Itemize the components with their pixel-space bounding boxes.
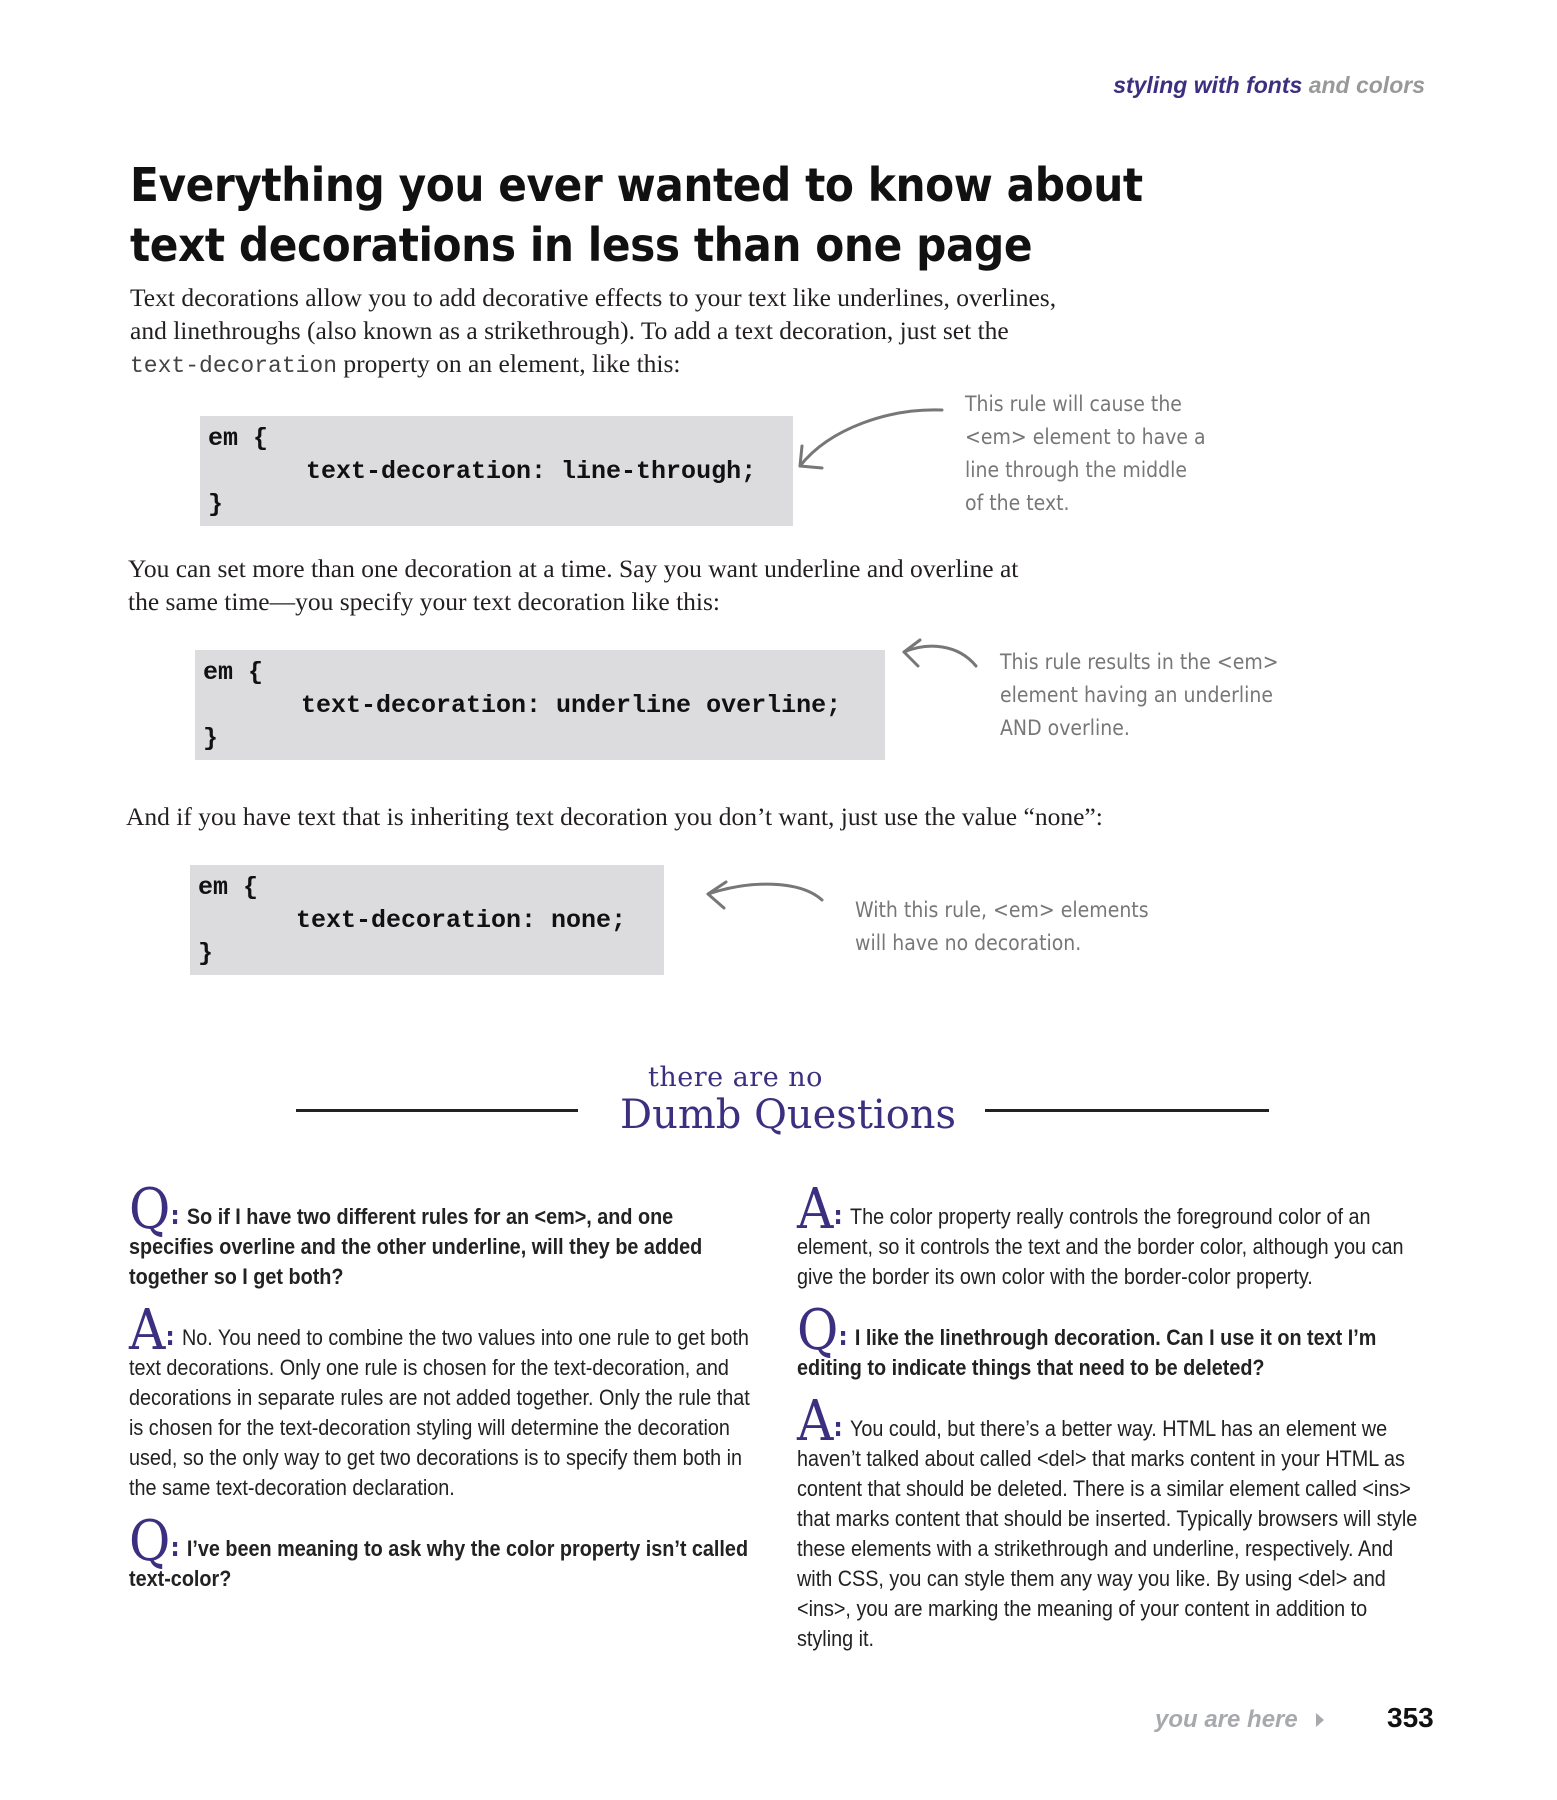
qa-item: A: No. You need to combine the two values into one rule to get both text decorations. Only one rule is chosen for the text-decoration, and decorations in separate rules are not added together. Only the rule that is chosen for the text-decoration styling will determine the decoration used, so the only way to get two decorations is to specify them both in the same text-decoration declaration. (129, 1298, 750, 1500)
qa-item: A: You could, but there’s a better way. HTML has an element we haven’t talked about called <del> that marks content in your HTML as content that should be deleted. There is a similar element called <ins> that marks content that should be inserted. Typically browsers will style these elements with a strikethrough and underline, respectively. And with CSS, you can style them any way you like. By using <del> and <ins>, you are marking the meaning of your content in addition to styling it. (797, 1389, 1418, 1651)
annotation-note-1 (965, 388, 1206, 520)
q-letter: Q (129, 1177, 171, 1242)
page-title (130, 155, 1143, 275)
para3-line-1: And if you have text that is inheriting text decoration you don’t want, just use the value “none”: (126, 802, 1103, 831)
qa-text: You could, but there’s a better way. HTML has an element we haven’t talked about called <del> that marks content in your HTML as content that should be deleted. There is a similar element called <ins> that marks content that should be inserted. Typically browsers will style these elements with a strikethrough and underline, respectively. And with CSS, you can style them any way you like. By using <del> and <ins>, you are marking the meaning of your content in addition to styling it. (797, 1416, 1418, 1651)
code-block-underline-overline (195, 650, 885, 760)
paragraph-multiple-decorations (128, 552, 1018, 618)
note1-line-3: line through the middle (965, 458, 1187, 482)
code-open: em { (203, 658, 264, 687)
qa-column-right (797, 1177, 1427, 1670)
dumb-questions-banner (600, 1062, 960, 1142)
code-close: } (208, 490, 224, 519)
para2-line-2: the same time—you specify your text decoration like this: (128, 587, 721, 616)
title-line-1: Everything you ever wanted to know about (130, 158, 1143, 212)
qa-text: The color property really controls the foreground color of an element, so it controls the text and the border color, although you can give the border its own color with the border-color property. (797, 1204, 1404, 1289)
you-are-here-label: you are here (1155, 1706, 1298, 1733)
note3-line-2: will have no decoration. (855, 931, 1082, 955)
q-letter: Q (129, 1509, 171, 1574)
note1-line-4: of the text. (965, 491, 1070, 515)
code-open: em { (208, 424, 269, 453)
intro-line-3-text: property on an element, like this: (337, 349, 681, 378)
title-line-2: text decorations in less than one page (130, 218, 1033, 272)
a-letter: A (797, 1389, 834, 1454)
note2-line-1: This rule results in the <em> (1000, 650, 1279, 674)
annotation-note-2 (1000, 646, 1279, 745)
qa-text: I like the linethrough decoration. Can I use it on text I’m editing to indicate things that need to be deleted? (797, 1325, 1377, 1380)
code-close: } (198, 939, 214, 968)
qa-text: So if I have two different rules for an <em>, and one specifies overline and the other underline, will they be added together so I get both? (129, 1204, 703, 1289)
a-letter: A (129, 1298, 166, 1363)
intro-line-3 (130, 347, 1056, 383)
annotation-arrow-3 (700, 872, 830, 922)
page-number: 353 (1387, 1702, 1434, 1733)
dumb-questions-small: there are no (648, 1062, 823, 1093)
qa-column-left (129, 1177, 759, 1610)
code-close: } (203, 724, 219, 753)
qa-item: Q: I’ve been meaning to ask why the color property isn’t called text-color? (129, 1509, 749, 1591)
note1-line-2: <em> element to have a (965, 425, 1206, 449)
inline-code: text-decoration (130, 353, 338, 379)
banner-rule-right (985, 1109, 1269, 1112)
qa-text: I’ve been meaning to ask why the color property isn’t called text-color? (129, 1536, 749, 1591)
code-declaration: text-decoration: none; (296, 906, 627, 935)
intro-line-2: and linethroughs (also known as a strikethrough). To add a text decoration, just set the (130, 316, 1009, 345)
code-declaration: text-decoration: line-through; (306, 457, 757, 486)
q-letter: Q (797, 1298, 839, 1363)
running-head-topic: and colors (1308, 72, 1425, 98)
banner-rule-left (296, 1109, 578, 1112)
running-head-chapter: styling with fonts (1113, 72, 1303, 98)
qa-item: Q: So if I have two different rules for an <em>, and one specifies overline and the other underline, will they be added together so I get both? (129, 1177, 703, 1289)
code-block-none (190, 865, 664, 975)
running-head (1113, 72, 1425, 99)
a-letter: A (797, 1177, 834, 1242)
dumb-questions-big: Dumb Questions (620, 1092, 957, 1138)
intro-line-1: Text decorations allow you to add decorative effects to your text like underlines, overlines, (130, 283, 1057, 312)
play-triangle-icon (1316, 1713, 1324, 1727)
paragraph-none-value (126, 800, 1103, 833)
note1-line-1: This rule will cause the (965, 392, 1182, 416)
annotation-arrow-1 (790, 398, 950, 478)
qa-item: Q: I like the linethrough decoration. Can I use it on text I’m editing to indicate things that need to be deleted? (797, 1298, 1377, 1380)
annotation-arrow-2 (898, 638, 988, 678)
code-declaration: text-decoration: underline overline; (301, 691, 842, 720)
note3-line-1: With this rule, <em> elements (855, 898, 1149, 922)
qa-item: A: The color property really controls the foreground color of an element, so it controls the text and the border color, although you can give the border its own color with the border-color property. (797, 1177, 1404, 1289)
intro-paragraph (130, 281, 1056, 383)
qa-text: No. You need to combine the two values into one rule to get both text decorations. Only one rule is chosen for the text-decoration, and decorations in separate rules are not added together. Only the rule that is chosen for the text-decoration styling will determine the decoration used, so the only way to get two decorations is to specify them both in the same text-decoration declaration. (129, 1325, 750, 1500)
note2-line-3: AND overline. (1000, 716, 1130, 740)
code-open: em { (198, 873, 259, 902)
note2-line-2: element having an underline (1000, 683, 1273, 707)
code-block-line-through (200, 416, 793, 526)
annotation-note-3 (855, 894, 1149, 960)
para2-line-1: You can set more than one decoration at a time. Say you want underline and overline at (128, 554, 1019, 583)
